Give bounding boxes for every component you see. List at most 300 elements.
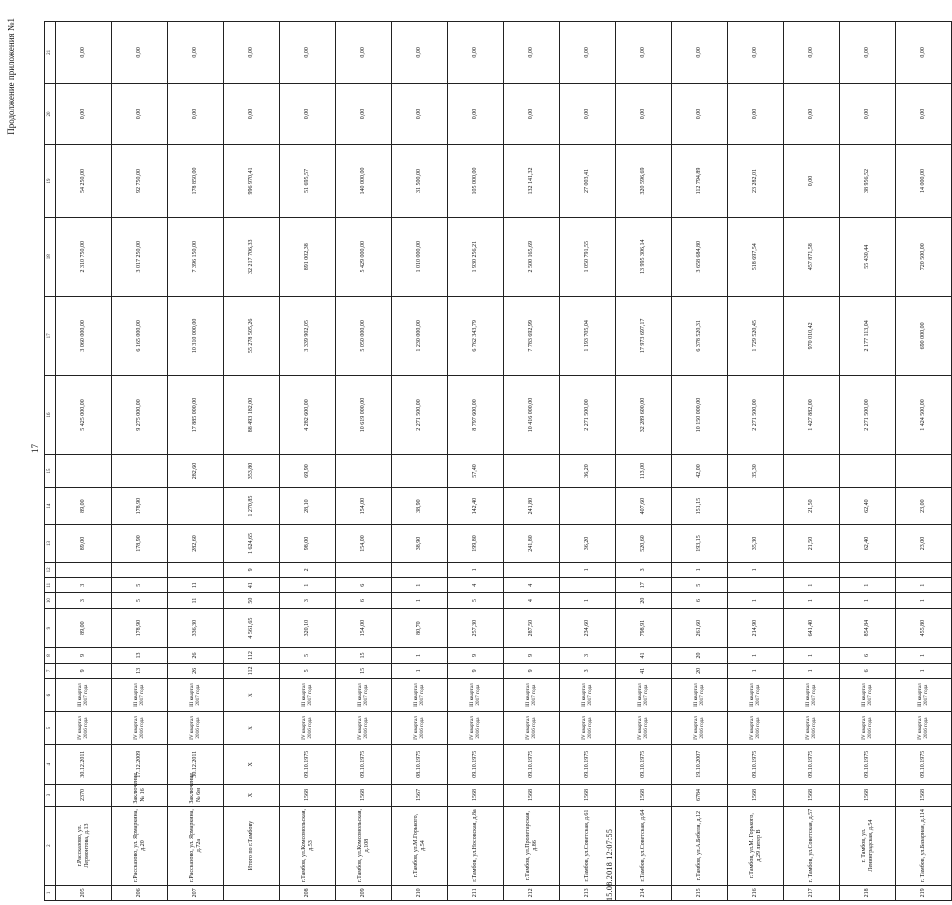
cell-col-8: 9: [448, 648, 504, 663]
cell-col-7: 5: [280, 663, 336, 678]
cell-col-11: 1: [840, 578, 896, 593]
cell-col-6: III квартал 2017 года: [616, 679, 672, 712]
cell-col-3: X: [224, 784, 280, 806]
cell-col-5: IV квартал 2016 года: [448, 712, 504, 745]
cell-col-20: 0,00: [448, 83, 504, 145]
cell-col-14: 23,00: [896, 487, 952, 524]
cell-col-15: 353,80: [224, 455, 280, 488]
table-row: [672, 22, 728, 901]
cell-col-4: 09.10.1975: [504, 745, 560, 785]
cell-col-16: 17 885 000,00: [168, 375, 224, 454]
cell-col-20: 0,00: [280, 83, 336, 145]
cell-col-17: 6 165 000,00: [112, 296, 168, 375]
cell-col-17: 6 378 520,31: [672, 296, 728, 375]
column-number: 6: [45, 679, 56, 712]
cell-col-18: 3 017 250,00: [112, 217, 168, 296]
cell-col-7: 9: [448, 663, 504, 678]
cell-col-21: 0,00: [840, 22, 896, 84]
column-number: 19: [45, 145, 56, 218]
cell-col-18: 5 429 000,00: [336, 217, 392, 296]
cell-col-18: 3 658 684,80: [672, 217, 728, 296]
cell-col-8: 1: [896, 648, 952, 663]
cell-col-18: 2 310 750,00: [56, 217, 112, 296]
cell-col-19: 320 596,69: [616, 145, 672, 218]
cell-col-3: 2370: [56, 784, 112, 806]
cell-col-5: IV квартал 2016 года: [168, 712, 224, 745]
cell-col-21: 0,00: [616, 22, 672, 84]
cell-col-13: 36,20: [560, 525, 616, 562]
cell-col-7: 20: [672, 663, 728, 678]
cell-col-15: [840, 455, 896, 488]
column-number: 8: [45, 648, 56, 663]
cell-col-14: [168, 487, 224, 524]
cell-col-10: 1: [896, 593, 952, 608]
cell-col-20: 0,00: [392, 83, 448, 145]
cell-col-19: 54 250,00: [56, 145, 112, 218]
appendix-caption: Продолжение приложения №1: [6, 18, 16, 135]
cell-col-9: 798,91: [616, 608, 672, 648]
cell-col-11: 17: [616, 578, 672, 593]
cell-col-6: III квартал 2017 года: [784, 679, 840, 712]
cell-col-14: 241,80: [504, 487, 560, 524]
cell-col-5: IV квартал 2016 года: [728, 712, 784, 745]
cell-col-2: г.Тамбов, ул.Носовская, д.8а: [448, 806, 504, 885]
cell-col-8: 1: [728, 648, 784, 663]
cell-col-2: г.Тамбов, ул.Советская, д.61: [560, 806, 616, 885]
cell-col-15: [784, 455, 840, 488]
cell-col-20: 0,00: [224, 83, 280, 145]
cell-col-7: 112: [224, 663, 280, 678]
table-row: [840, 22, 896, 901]
cell-col-11: 5: [672, 578, 728, 593]
cell-col-16: 1 427 882,00: [784, 375, 840, 454]
cell-col-12: 1: [448, 562, 504, 577]
cell-col-10: 4: [504, 593, 560, 608]
column-number: 18: [45, 217, 56, 296]
cell-col-21: 0,00: [168, 22, 224, 84]
cell-col-21: 0,00: [448, 22, 504, 84]
cell-col-3: 6784: [672, 784, 728, 806]
cell-col-16: 2 271 500,00: [392, 375, 448, 454]
cell-col-3: 1568: [840, 784, 896, 806]
table-row: [280, 22, 336, 901]
cell-col-10: 5: [448, 593, 504, 608]
column-number: 10: [45, 593, 56, 608]
cell-col-7: 6: [840, 663, 896, 678]
cell-col-9: 336,30: [168, 608, 224, 648]
cell-col-13: 98,00: [280, 525, 336, 562]
cell-col-19: 0,00: [784, 145, 840, 218]
cell-col-2: г.Тамбов, ул.Комсомольская, д.108: [336, 806, 392, 885]
cell-col-20: 0,00: [504, 83, 560, 145]
cell-col-11: [560, 578, 616, 593]
cell-col-15: [504, 455, 560, 488]
cell-col-4: 09.10.1975: [560, 745, 616, 785]
cell-col-10: 1: [728, 593, 784, 608]
cell-col-4: 09.10.1975: [448, 745, 504, 785]
column-number: 7: [45, 663, 56, 678]
cell-col-21: 0,00: [560, 22, 616, 84]
cell-col-6: III квартал 2017 года: [728, 679, 784, 712]
cell-col-5: IV квартал 2016 года: [840, 712, 896, 745]
cell-col-7: 3: [560, 663, 616, 678]
cell-col-17: 10 310 000,00: [168, 296, 224, 375]
cell-col-1: 208: [280, 885, 336, 900]
cell-col-12: [896, 562, 952, 577]
cell-col-10: 20: [616, 593, 672, 608]
cell-col-18: 1 930 256,21: [448, 217, 504, 296]
cell-col-6: III квартал 2017 года: [504, 679, 560, 712]
cell-col-17: 3 339 902,05: [280, 296, 336, 375]
cell-col-13: 21,50: [784, 525, 840, 562]
cell-col-5: IV квартал 2016 года: [784, 712, 840, 745]
column-number: 11: [45, 578, 56, 593]
cell-col-18: 1 050 791,55: [560, 217, 616, 296]
cell-col-8: 26: [168, 648, 224, 663]
cell-col-12: 2: [280, 562, 336, 577]
cell-col-21: 0,00: [728, 22, 784, 84]
cell-col-8: 1: [392, 648, 448, 663]
cell-col-9: 4 561,65: [224, 608, 280, 648]
cell-col-15: 35,30: [728, 455, 784, 488]
cell-col-11: [728, 578, 784, 593]
cell-col-1: 213: [560, 885, 616, 900]
cell-col-1: 214: [616, 885, 672, 900]
page-number: 17: [30, 444, 40, 453]
cell-col-19: 27 003,41: [560, 145, 616, 218]
cell-col-19: 996 970,41: [224, 145, 280, 218]
cell-col-11: 1: [784, 578, 840, 593]
table-row: [168, 22, 224, 901]
cell-col-16: 2 271 500,00: [560, 375, 616, 454]
cell-col-10: 6: [336, 593, 392, 608]
cell-col-20: 0,00: [728, 83, 784, 145]
cell-col-3: 1568: [728, 784, 784, 806]
cell-col-9: 854,84: [840, 608, 896, 648]
cell-col-12: 1: [560, 562, 616, 577]
cell-col-21: 0,00: [784, 22, 840, 84]
cell-col-8: 13: [112, 648, 168, 663]
cell-col-13: 35,30: [728, 525, 784, 562]
cell-col-7: 15: [336, 663, 392, 678]
column-number: 2: [45, 806, 56, 885]
cell-col-17: 690 000,00: [896, 296, 952, 375]
cell-col-13: 62,40: [840, 525, 896, 562]
cell-col-9: 641,40: [784, 608, 840, 648]
table-row: [560, 22, 616, 901]
cell-col-19: 178 850,00: [168, 145, 224, 218]
cell-col-7: 41: [616, 663, 672, 678]
cell-col-2: Итого по г.Тамбову: [224, 806, 280, 885]
cell-col-18: 457 871,58: [784, 217, 840, 296]
column-number: 13: [45, 525, 56, 562]
cell-col-16: 2 271 500,00: [728, 375, 784, 454]
cell-col-12: [840, 562, 896, 577]
cell-col-19: 38 956,52: [840, 145, 896, 218]
cell-col-13: 154,00: [336, 525, 392, 562]
cell-col-1: [224, 885, 280, 900]
cell-col-4: 09.10.1975: [336, 745, 392, 785]
cell-col-13: 23,00: [896, 525, 952, 562]
cell-col-14: 21,50: [784, 487, 840, 524]
cell-col-14: 1 270,85: [224, 487, 280, 524]
cell-col-20: 0,00: [896, 83, 952, 145]
cell-col-2: г.Тамбов, ул.Пролетарская, д.86: [504, 806, 560, 885]
cell-col-17: 1 230 000,00: [392, 296, 448, 375]
cell-col-15: 36,20: [560, 455, 616, 488]
cell-col-6: III квартал 2017 года: [392, 679, 448, 712]
cell-col-5: IV квартал 2016 года: [672, 712, 728, 745]
cell-col-18: 720 500,00: [896, 217, 952, 296]
cell-col-4: 09.10.1975: [728, 745, 784, 785]
cell-col-1: 219: [896, 885, 952, 900]
cell-col-11: 1: [392, 578, 448, 593]
cell-col-21: 0,00: [392, 22, 448, 84]
cell-col-3: 1568: [896, 784, 952, 806]
data-table: [44, 21, 952, 901]
cell-col-8: 3: [560, 648, 616, 663]
cell-col-17: 2 177 113,04: [840, 296, 896, 375]
cell-col-10: 5: [112, 593, 168, 608]
cell-col-14: 62,40: [840, 487, 896, 524]
cell-col-8: 20: [672, 648, 728, 663]
cell-col-7: 1: [728, 663, 784, 678]
cell-col-16: 1 424 500,00: [896, 375, 952, 454]
cell-col-7: 9: [504, 663, 560, 678]
cell-col-6: III квартал 2017 года: [280, 679, 336, 712]
cell-col-7: 1: [392, 663, 448, 678]
cell-col-20: 0,00: [336, 83, 392, 145]
cell-col-19: 14 000,00: [896, 145, 952, 218]
cell-col-10: 6: [672, 593, 728, 608]
cell-col-12: 9: [224, 562, 280, 577]
table-row: [784, 22, 840, 901]
cell-col-4: 09.10.1975: [616, 745, 672, 785]
cell-col-18: 13 995 306,14: [616, 217, 672, 296]
cell-col-3: 1568: [448, 784, 504, 806]
cell-col-10: 1: [392, 593, 448, 608]
cell-col-1: 209: [336, 885, 392, 900]
column-number: 3: [45, 784, 56, 806]
cell-col-12: 3: [616, 562, 672, 577]
cell-col-11: 11: [168, 578, 224, 593]
cell-col-12: [168, 562, 224, 577]
cell-col-17: 7 783 692,99: [504, 296, 560, 375]
cell-col-6: III квартал 2017 года: [168, 679, 224, 712]
cell-col-20: 0,00: [616, 83, 672, 145]
cell-col-20: 0,00: [112, 83, 168, 145]
cell-col-9: 234,60: [560, 608, 616, 648]
cell-col-5: IV квартал 2016 года: [280, 712, 336, 745]
cell-col-16: 32 289 600,00: [616, 375, 672, 454]
cell-col-5: X: [224, 712, 280, 745]
cell-col-10: 11: [168, 593, 224, 608]
cell-col-4: 30.12.2011: [56, 745, 112, 785]
column-number: 21: [45, 22, 56, 84]
print-timestamp: 15.08.2018 12:07:55: [605, 828, 614, 901]
cell-col-11: 4: [448, 578, 504, 593]
cell-col-3: 1568: [336, 784, 392, 806]
table-row: [896, 22, 952, 901]
cell-col-12: [336, 562, 392, 577]
cell-col-14: 154,00: [336, 487, 392, 524]
cell-col-9: 154,00: [336, 608, 392, 648]
cell-col-5: IV квартал 2016 года: [112, 712, 168, 745]
cell-col-12: 1: [728, 562, 784, 577]
cell-col-21: 0,00: [280, 22, 336, 84]
cell-col-1: 215: [672, 885, 728, 900]
cell-col-16: 10 150 000,00: [672, 375, 728, 454]
cell-col-6: X: [224, 679, 280, 712]
cell-col-8: 1: [784, 648, 840, 663]
cell-col-4: 08.10.1975: [392, 745, 448, 785]
cell-col-2: г.Тамбов, ул.Советская, д.64: [616, 806, 672, 885]
cell-col-7: 13: [112, 663, 168, 678]
cell-col-19: 140 000,00: [336, 145, 392, 218]
cell-col-4: 09.10.1975: [840, 745, 896, 785]
cell-col-14: 89,00: [56, 487, 112, 524]
table-row: [448, 22, 504, 901]
cell-col-21: 0,00: [336, 22, 392, 84]
cell-col-15: [896, 455, 952, 488]
cell-col-19: 23 282,01: [728, 145, 784, 218]
cell-col-8: 9: [56, 648, 112, 663]
cell-col-2: г. Тамбов, ул. Ленинградская, д.54: [840, 806, 896, 885]
cell-col-17: 6 762 343,79: [448, 296, 504, 375]
cell-col-17: 55 278 505,26: [224, 296, 280, 375]
cell-col-1: 207: [168, 885, 224, 900]
cell-col-2: г.Рассказово, ул. Ярмаркина, д.20: [112, 806, 168, 885]
column-number: 16: [45, 375, 56, 454]
cell-col-9: 455,80: [896, 608, 952, 648]
cell-col-16: 8 797 600,00: [448, 375, 504, 454]
cell-col-18: 1 010 000,00: [392, 217, 448, 296]
cell-col-11: 1: [280, 578, 336, 593]
column-number: 4: [45, 745, 56, 785]
cell-col-8: 9: [504, 648, 560, 663]
cell-col-10: 1: [840, 593, 896, 608]
cell-col-1: 212: [504, 885, 560, 900]
cell-col-19: 92 750,00: [112, 145, 168, 218]
cell-col-14: 38,90: [392, 487, 448, 524]
cell-col-5: IV квартал 2016 года: [616, 712, 672, 745]
cell-col-17: 3 060 000,00: [56, 296, 112, 375]
cell-col-6: III квартал 2017 года: [336, 679, 392, 712]
cell-col-11: 6: [336, 578, 392, 593]
cell-col-18: 32 217 706,33: [224, 217, 280, 296]
cell-col-12: 1: [672, 562, 728, 577]
table-row: [504, 22, 560, 901]
column-number: 15: [45, 455, 56, 488]
cell-col-15: 69,90: [280, 455, 336, 488]
cell-col-15: 57,40: [448, 455, 504, 488]
cell-col-16: 10 416 000,00: [504, 375, 560, 454]
cell-col-14: 151,15: [672, 487, 728, 524]
cell-col-3: 1567: [392, 784, 448, 806]
cell-col-6: III квартал 2017 года: [896, 679, 952, 712]
cell-col-18: 891 002,38: [280, 217, 336, 296]
cell-col-9: 261,60: [672, 608, 728, 648]
cell-col-21: 0,00: [224, 22, 280, 84]
cell-col-20: 0,00: [784, 83, 840, 145]
column-number: 12: [45, 562, 56, 577]
cell-col-12: [784, 562, 840, 577]
cell-col-14: 28,10: [280, 487, 336, 524]
cell-col-6: III квартал 2017 года: [112, 679, 168, 712]
cell-col-5: IV квартал 2016 года: [504, 712, 560, 745]
column-number: 14: [45, 487, 56, 524]
cell-col-10: 50: [224, 593, 280, 608]
cell-col-3: 1568: [280, 784, 336, 806]
cell-col-7: 1: [784, 663, 840, 678]
cell-col-7: 9: [56, 663, 112, 678]
cell-col-12: [56, 562, 112, 577]
cell-col-12: [112, 562, 168, 577]
cell-col-17: 1 729 520,45: [728, 296, 784, 375]
cell-col-2: г. Тамбов, ул.Советская, д.57: [784, 806, 840, 885]
table-row: [56, 22, 112, 901]
cell-col-17: 17 973 697,17: [616, 296, 672, 375]
cell-col-11: 5: [112, 578, 168, 593]
cell-col-8: 41: [616, 648, 672, 663]
cell-col-16: 9 275 000,00: [112, 375, 168, 454]
cell-col-8: 6: [840, 648, 896, 663]
cell-col-9: 320,10: [280, 608, 336, 648]
cell-col-2: г.Тамбов, ул.А.Бебеля, д.12: [672, 806, 728, 885]
cell-col-3: 1568: [560, 784, 616, 806]
cell-col-3: 1568: [504, 784, 560, 806]
cell-col-15: 282,60: [168, 455, 224, 488]
cell-col-18: 518 697,54: [728, 217, 784, 296]
cell-col-4: 30.12.2011: [168, 745, 224, 785]
cell-col-11: 4: [504, 578, 560, 593]
cell-col-20: 0,00: [672, 83, 728, 145]
cell-col-18: 7 396 150,00: [168, 217, 224, 296]
table-row: [112, 22, 168, 901]
cell-col-4: X: [224, 745, 280, 785]
cell-col-3: Заключение № 16: [112, 784, 168, 806]
cell-col-20: 0,00: [840, 83, 896, 145]
cell-col-14: [728, 487, 784, 524]
cell-col-10: 1: [784, 593, 840, 608]
cell-col-16: 2 271 500,00: [840, 375, 896, 454]
cell-col-15: 42,00: [672, 455, 728, 488]
cell-col-19: 51 695,57: [280, 145, 336, 218]
cell-col-19: 105 000,00: [448, 145, 504, 218]
cell-col-4: 09.10.1975: [784, 745, 840, 785]
cell-col-10: 3: [280, 593, 336, 608]
cell-col-11: 1: [896, 578, 952, 593]
table-row: [392, 22, 448, 901]
cell-col-20: 0,00: [168, 83, 224, 145]
column-number: 9: [45, 608, 56, 648]
cell-col-7: 26: [168, 663, 224, 678]
cell-col-9: 257,30: [448, 608, 504, 648]
cell-col-3: 1568: [784, 784, 840, 806]
table-row: [224, 22, 280, 901]
cell-col-13: 1 624,65: [224, 525, 280, 562]
cell-col-21: 0,00: [112, 22, 168, 84]
column-number: 17: [45, 296, 56, 375]
cell-col-17: 1 193 705,04: [560, 296, 616, 375]
cell-col-13: 241,80: [504, 525, 560, 562]
cell-col-20: 0,00: [560, 83, 616, 145]
cell-col-9: 80,70: [392, 608, 448, 648]
cell-col-13: 89,00: [56, 525, 112, 562]
cell-col-14: 407,60: [616, 487, 672, 524]
cell-col-5: IV квартал 2016 года: [56, 712, 112, 745]
cell-col-4: 17.12.2009: [112, 745, 168, 785]
